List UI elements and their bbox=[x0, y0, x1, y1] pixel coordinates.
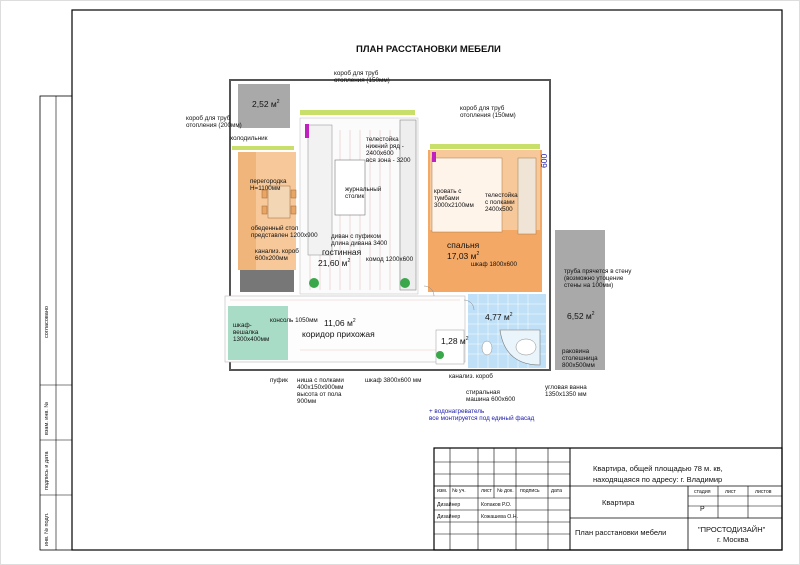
window-bedroom bbox=[430, 144, 540, 149]
stamp-col-doc: № док. bbox=[497, 488, 514, 494]
note-wardrobe-hall: шкаф 3800x600 мм bbox=[365, 377, 422, 384]
area-living-value: 21,60 м bbox=[318, 258, 348, 268]
note-niche: ниша с полками 400x150x900мм высота от пола 900мм bbox=[297, 377, 344, 405]
stamp-sheet-name: План расстановки мебели bbox=[575, 528, 667, 537]
note-boiler: + водонагреватель все монтируется под единый фасад bbox=[429, 408, 535, 422]
stamp-role1: Дизайнер bbox=[437, 502, 461, 508]
note-dresser: комод 1200x600 bbox=[366, 256, 414, 263]
stamp-sheet-label: лист bbox=[725, 489, 736, 495]
plan-title: ПЛАН РАССТАНОВКИ МЕБЕЛИ bbox=[356, 44, 501, 55]
area-wc: 1,28 $м^2$ bbox=[441, 336, 469, 346]
note-sofa: диван с пуфиком длина дивана 3400 bbox=[331, 233, 388, 247]
stamp-city: г. Москва bbox=[717, 535, 749, 544]
note-console: консоль 1050мм bbox=[270, 317, 318, 324]
kitchen-sink-area bbox=[240, 270, 294, 292]
note-pouf: пуфик bbox=[270, 377, 288, 384]
dimension-600: 600 bbox=[539, 153, 549, 168]
stamp-person1: Копаков Р.О. bbox=[481, 502, 512, 508]
stamp-col-izm: изм. bbox=[437, 488, 448, 494]
note-tv-stand: телестойка нижний ряд - 2400x600 вся зона - 3200 bbox=[366, 136, 411, 164]
area-wc-value: 1,28 м bbox=[441, 336, 466, 346]
note-corner-bath: угловая ванна 1350x1350 мм bbox=[545, 384, 587, 398]
note-coffee-table: журнальный столик bbox=[345, 186, 382, 200]
area-bathroom: 4,77 $м^2$ bbox=[485, 312, 513, 322]
note-fridge: холодильник bbox=[230, 135, 268, 142]
note-wardrobe-bed: шкаф 1800x600 bbox=[471, 261, 518, 268]
stamp-col-list: лист bbox=[481, 488, 492, 494]
note-box-pipes-top: короб для труб отопления (150мм) bbox=[334, 70, 390, 84]
window-kitchen bbox=[232, 146, 294, 150]
stamp-col-sign: подпись bbox=[520, 488, 540, 494]
stamp-person2: Кожашева О.Н. bbox=[481, 514, 518, 520]
area-bedroom-value: 17,03 м bbox=[447, 251, 477, 261]
note-dining-table: обеденный стол представлен 1200x900 bbox=[251, 225, 318, 239]
stamp-project-line1: Квартира, общей площадью 78 м. кв, bbox=[593, 464, 723, 473]
name-corridor: коридор прихожая bbox=[302, 329, 375, 339]
area-corridor: 11,06 $м^2$ bbox=[324, 318, 356, 328]
note-tv-shelves: телестойка с полками 2400x500 bbox=[485, 192, 518, 213]
side-inv-orig: инв. № подл. bbox=[44, 512, 50, 546]
area-loggia: 6,52 $м^2$ bbox=[567, 311, 595, 321]
stamp-col-date: дата bbox=[551, 488, 563, 494]
side-sign-date: подпись и дата bbox=[44, 451, 50, 490]
stamp-role2: Дизайнер bbox=[437, 514, 461, 520]
note-partition: перегородка Н=1100мм bbox=[250, 178, 287, 192]
side-agreed: согласовано bbox=[44, 306, 50, 338]
name-living: гостинная bbox=[322, 247, 362, 257]
note-bed: кровать с тумбами 3000x2100мм bbox=[434, 188, 474, 209]
stamp-sheets-label: листов bbox=[755, 489, 772, 495]
side-inv-replace: взам. инв. № bbox=[44, 401, 50, 435]
note-washer: стиральная машина 600x600 bbox=[466, 389, 516, 403]
stamp-object: Квартира bbox=[602, 498, 635, 507]
window-living bbox=[300, 110, 415, 115]
note-box-pipes-right: короб для труб отопления (150мм) bbox=[460, 105, 516, 119]
note-pipe-wall: труба прячется в стену (возможно утоцение стены на 100мм) bbox=[564, 268, 632, 289]
stamp-company: "ПРОСТОДИЗАЙН" bbox=[698, 525, 766, 534]
note-sewer-box: канализ. короб 600x200мм bbox=[255, 248, 299, 262]
stamp-stage-label: стадия bbox=[694, 489, 711, 495]
area-loggia-value: 6,52 м bbox=[567, 311, 592, 321]
area-small-bath-value: 2,52 м bbox=[252, 99, 277, 109]
area-living: 21,60 $м^2$ bbox=[318, 258, 351, 268]
note-box-pipes-left: короб для труб отопления (200мм) bbox=[186, 115, 242, 129]
area-bathroom-value: 4,77 м bbox=[485, 312, 510, 322]
tv-shelves bbox=[518, 158, 536, 234]
stamp-col-uch: № уч. bbox=[452, 488, 466, 494]
note-hanger: шкаф- вешалка 1300x400мм bbox=[233, 322, 270, 343]
area-bedroom: 17,03 $м^2$ bbox=[447, 251, 480, 261]
name-bedroom: спальня bbox=[447, 240, 480, 250]
area-corridor-value: 11,06 м bbox=[324, 318, 353, 328]
stamp-project-line2: находящаяся по адресу: г. Владимир bbox=[593, 475, 723, 484]
area-small-bath: 2,52 $м^2$ bbox=[252, 99, 280, 109]
note-sewer-box2: канализ. короб bbox=[449, 373, 493, 380]
stamp-stage-value: Р bbox=[700, 506, 705, 513]
toilet bbox=[482, 341, 492, 355]
note-sink: раковина столешница 800x500мм bbox=[562, 348, 598, 369]
